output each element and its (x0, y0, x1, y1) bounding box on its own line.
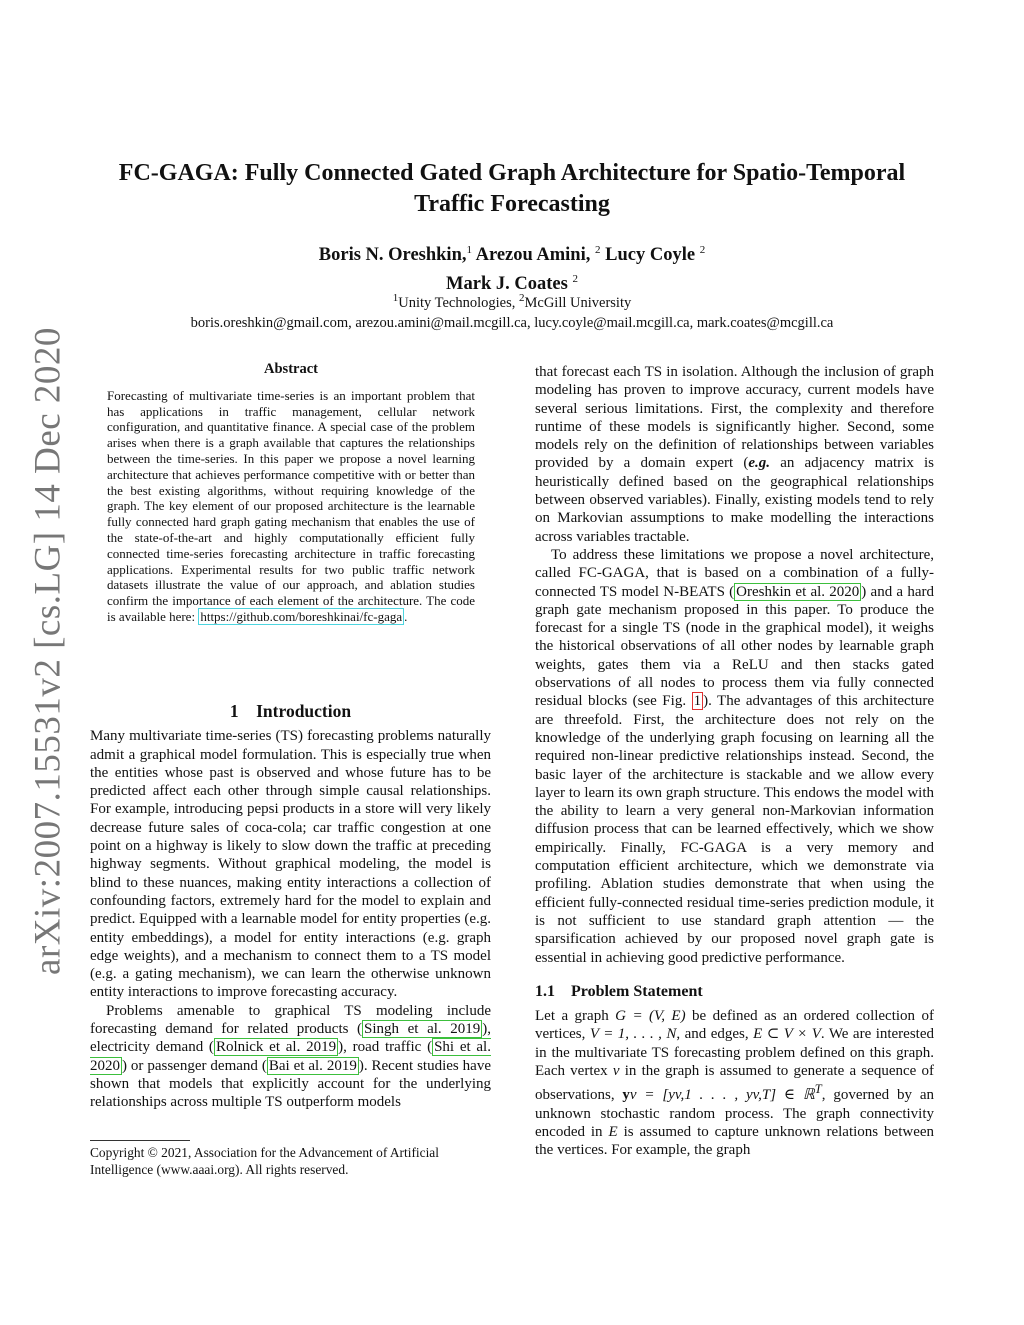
text-run: ) and a hard graph gate mechanism proposed in this paper. To produce the forecast for a single TS (node in the graphical model), it weighs the historical observations of all other nodes by learnable graph weights, gates them via a ReLU and then stacks gated observations of all nodes to process them via fully connected residual blocks (see Fig. (535, 583, 934, 710)
introduction-section (90, 702, 491, 1112)
math-expression: G = (V, E) (615, 1008, 686, 1025)
arxiv-sidebar (18, 327, 78, 975)
text-run: , and edges, (676, 1026, 754, 1043)
intro-paragraph: Many multivariate time-series (TS) forecasting problems naturally admit a graphical model formulation. This is especially true when the entities whose past is observed and whose future has to be predicted affect each other through simple causal relationships. For example, introducing pepsi products in a store will very likely decrease future sales of coca-cola; car traffic congestion at one point on a highway is likely to slow down the traffic at preceding highway segments. Without graphical modeling, the model is blind to these nuances, making entity interactions a collection of confounding factors, extremely hard for the model to explain and predict. Equipped with a learnable model for entity properties (e.g. entity embeddings), a model for entity interactions (e.g. graph edge weights), and a mechanism to connect them to a TS model (e.g. a gating mechanism), we can learn the otherwise unknown entity interactions to improve forecasting accuracy. (90, 728, 491, 1001)
abstract (107, 362, 475, 625)
text-run: that forecast each TS in isolation. Although the inclusion of graph modeling has proven to improve accuracy, current models have several serious limitations. First, the complexity and therefore runtime of these models is significantly higher. Second, some models rely on the definition of relationships between variables provided by a domain expert ( (535, 364, 934, 472)
citation-link[interactable]: Rolnick et al. 2019 (215, 1039, 337, 1056)
text-run: Let a graph (535, 1008, 616, 1025)
citation-link[interactable]: Oreshkin et al. 2020 (736, 583, 860, 600)
author-name: Lucy Coyle (605, 245, 696, 266)
affiliation-1: Unity Technologies, (398, 294, 519, 311)
text-run: e.g. (748, 455, 771, 472)
author-affil-mark: 2 (572, 273, 578, 286)
body-paragraph (535, 363, 934, 546)
math-expression: E (608, 1123, 618, 1140)
text-run: an adjacency matrix is heuristically defined based on the geographical relationships between observed variables). Finally, existing models tend to rely on Markovian assumptions to make modelling the interactions across variables tractable. (535, 455, 934, 545)
text-run: ) or passenger demand ( (122, 1057, 267, 1074)
body-paragraph (535, 546, 934, 967)
math-expression: T (814, 1082, 822, 1097)
citation-link[interactable]: Bai et al. 2019 (268, 1057, 357, 1074)
text-run: is assumed to capture unknown relations between the vertices. For example, the graph (535, 1123, 935, 1159)
abstract-heading: Abstract (264, 361, 318, 377)
body-paragraph (535, 1007, 934, 1159)
copyright-footnote (90, 1140, 491, 1178)
author-affil-mark: 1 (466, 244, 472, 256)
right-column (535, 363, 934, 1159)
section-heading: 1 Introduction (229, 701, 352, 721)
copyright-text: Copyright © 2021, Association for the Advancement of Artificial Intelligence (www.aaai.org). All rights reserved. (90, 1145, 439, 1177)
author-affil-mark: 2 (595, 244, 601, 256)
text-run: in the graph is assumed to generate a sequence of observations, (535, 1062, 934, 1104)
citation-link[interactable]: Singh et al. 2019 (364, 1021, 481, 1038)
subsection-heading: 1.1 Problem Statement (535, 982, 703, 1000)
math-expression: E ⊂ V × V (753, 1026, 821, 1043)
figure-reference-link[interactable]: 1 (693, 693, 702, 710)
author-name: Arezou Amini, (475, 245, 591, 266)
text-run: ). The advantages of this architecture are threefold. First, the architecture does not rely on the knowledge of the underlying graph focusing on learning all the required non-linear predictive relationships instead. Second, the basic layer of the architecture is stackable and we allow every layer to learn its own graph structure. This endows the model with the ability to learn a very general non-Markovian information diffusion process that can be learned effectively, which we show empirically. Finally, FC-GAGA is a very memory and computation efficient architecture, which we demonstrate via profiling. Ablation studies demonstrate that when using the efficient fully-connected residual time-series prediction module, it is not sufficient to use standard graph attention — the sparsification achieved by our proposed novel graph gate is essential in achieving good predictive performance. (535, 693, 934, 966)
text-run: Problems amenable to graphical TS modeling include forecasting demand for related products ( (90, 1002, 491, 1038)
footnote-rule (90, 1140, 190, 1141)
affiliations (90, 288, 934, 333)
text-run: ), road traffic ( (338, 1039, 433, 1056)
author-emails: boris.oreshkin@gmail.com, arezou.amini@mail.mcgill.ca, lucy.coyle@mail.mcgill.ca, mark.coates@mcgill.ca (190, 314, 834, 331)
text-run: To address these limitations we propose a novel architecture, called FC-GAGA, that is based on a combination of a fully-connected TS model N-BEATS ( (535, 546, 934, 600)
math-expression: v (612, 1062, 620, 1079)
author-name: Mark J. Coates (446, 274, 568, 295)
text-run: , governed by an unknown stochastic random process. The graph connectivity encoded in (535, 1087, 934, 1140)
citation-link[interactable]: Shi et al. 2020 (90, 1039, 491, 1074)
affil-mark: 2 (519, 292, 525, 304)
math-expression: V = 1, . . . , N (589, 1026, 677, 1043)
arxiv-identifier: arXiv:2007.15531v2 [cs.LG] 14 Dec 2020 (27, 327, 69, 975)
text-run: . We are interested in the multivariate TS forecasting problem defined on this graph. Each vertex (535, 1026, 934, 1079)
intro-paragraph (90, 1002, 491, 1112)
text-run: ). Recent studies have shown that models that explicitly account for the underlying relationships across multiple TS outperform models (90, 1057, 491, 1111)
paper-title: FC-GAGA: Fully Connected Gated Graph Architecture for Spatio-Temporal Traffic Forecasting (118, 160, 906, 217)
author-affil-mark: 2 (699, 244, 706, 256)
affiliation-2: McGill University (524, 294, 632, 311)
code-link[interactable]: https://github.com/boreshkinai/fc-gaga (200, 608, 403, 624)
math-expression: v = [yv,1 . . . , yv,T] ∈ ℝ (629, 1087, 815, 1104)
abstract-body: Forecasting of multivariate time-series is an important problem that has applications in traffic management, cellular network configuration, and quantitative finance. A special case of the problem arises when there is a graph available that captures the relationships between the time-series. In this paper we propose a novel learning architecture that achieves performance competitive with or better than the best existing algorithms, without requiring knowledge of the graph. The key element of our proposed architecture is the learnable fully connected hard graph gating mechanism that enables the use of the state-of-the-art and highly computationally efficient fully connected time-series forecasting architecture in traffic forecasting applications. Experimental results for two public traffic network datasets illustrate the value of our approach, and ablation studies confirm the importance of each element of the architecture. The code is available here: (107, 387, 475, 624)
text-run: ), electricity demand ( (90, 1021, 491, 1056)
abstract-end: . (404, 608, 408, 624)
text-run: be defined as an ordered collection of vertices, (535, 1008, 934, 1043)
math-expression: y (622, 1087, 630, 1104)
author-name: Boris N. Oreshkin, (318, 245, 467, 266)
affil-mark: 1 (392, 292, 399, 304)
